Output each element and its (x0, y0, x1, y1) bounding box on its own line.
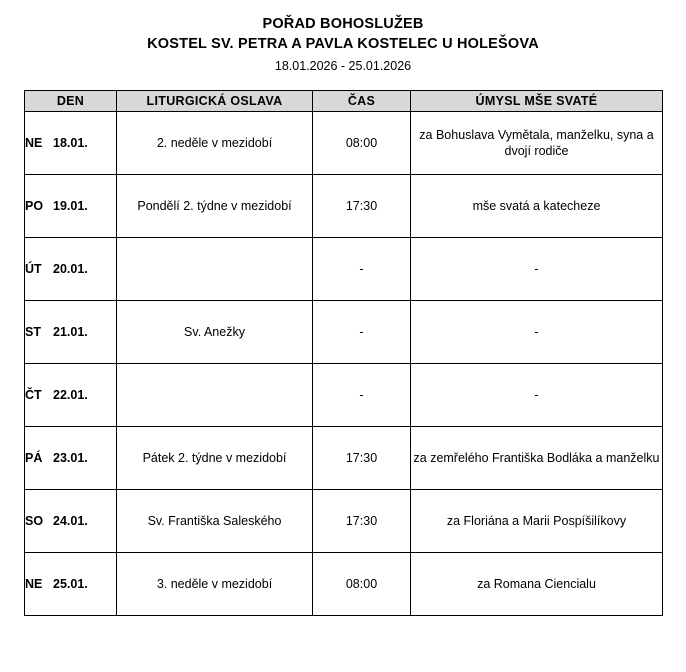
page-title: POŘAD BOHOSLUŽEB (262, 16, 424, 32)
cell-day-weekday: ČT (25, 388, 42, 402)
cell-time: - (313, 238, 411, 301)
cell-day-date: 19.01. (53, 199, 88, 213)
table-row (25, 301, 663, 364)
cell-feast: Pátek 2. týdne v mezidobí (117, 427, 313, 490)
column-header-intent: ÚMYSL MŠE SVATÉ (411, 91, 663, 112)
document-header (0, 0, 686, 76)
cell-day-weekday: PÁ (25, 451, 43, 465)
cell-time: 08:00 (313, 112, 411, 175)
column-header-time: ČAS (313, 91, 411, 112)
cell-day-date: 24.01. (53, 514, 88, 528)
cell-day-date: 18.01. (53, 136, 88, 150)
table-row (25, 553, 663, 616)
cell-feast (117, 238, 313, 301)
cell-day-weekday: ST (25, 325, 41, 339)
cell-feast: Pondělí 2. týdne v mezidobí (117, 175, 313, 238)
table-row (25, 175, 663, 238)
cell-day (25, 364, 117, 427)
table-row (25, 364, 663, 427)
cell-intent: za Bohuslava Vymětala, manželku, syna a dvojí rodiče (411, 112, 663, 175)
cell-day (25, 301, 117, 364)
cell-day-weekday: PO (25, 199, 44, 213)
cell-time: 17:30 (313, 175, 411, 238)
church-name: KOSTEL SV. PETRA A PAVLA KOSTELEC U HOLEŠOVA (147, 36, 539, 52)
cell-day (25, 175, 117, 238)
cell-day-weekday: NE (25, 136, 43, 150)
cell-feast (117, 364, 313, 427)
cell-intent: mše svatá a katecheze (411, 175, 663, 238)
cell-day-date: 21.01. (53, 325, 88, 339)
cell-day (25, 427, 117, 490)
cell-time: 17:30 (313, 427, 411, 490)
cell-intent: - (411, 364, 663, 427)
table-row (25, 490, 663, 553)
table-row (25, 427, 663, 490)
cell-time: 08:00 (313, 553, 411, 616)
cell-intent: za Romana Ciencialu (411, 553, 663, 616)
cell-day (25, 490, 117, 553)
cell-day (25, 553, 117, 616)
cell-day-date: 22.01. (53, 388, 88, 402)
cell-time: - (313, 301, 411, 364)
cell-day-weekday: NE (25, 577, 43, 591)
cell-time: - (313, 364, 411, 427)
cell-intent: za Floriána a Marii Pospíšilíkovy (411, 490, 663, 553)
cell-day-date: 23.01. (53, 451, 88, 465)
column-header-day: DEN (25, 91, 117, 112)
cell-day-date: 20.01. (53, 262, 88, 276)
schedule-table-body (25, 112, 663, 616)
cell-intent: - (411, 238, 663, 301)
cell-feast: Sv. Františka Saleského (117, 490, 313, 553)
table-header-row (25, 91, 663, 112)
schedule-table-wrapper (24, 90, 662, 616)
cell-day (25, 238, 117, 301)
table-row (25, 238, 663, 301)
cell-day (25, 112, 117, 175)
cell-intent: za zemřelého Františka Bodláka a manželku (411, 427, 663, 490)
cell-day-weekday: SO (25, 514, 44, 528)
cell-feast: 3. neděle v mezidobí (117, 553, 313, 616)
cell-time: 17:30 (313, 490, 411, 553)
cell-intent: - (411, 301, 663, 364)
column-header-feast: LITURGICKÁ OSLAVA (117, 91, 313, 112)
cell-feast: Sv. Anežky (117, 301, 313, 364)
cell-day-weekday: ÚT (25, 262, 42, 276)
table-row (25, 112, 663, 175)
cell-feast: 2. neděle v mezidobí (117, 112, 313, 175)
date-range: 18.01.2026 - 25.01.2026 (274, 59, 412, 73)
cell-day-date: 25.01. (53, 577, 88, 591)
schedule-table (24, 90, 663, 616)
